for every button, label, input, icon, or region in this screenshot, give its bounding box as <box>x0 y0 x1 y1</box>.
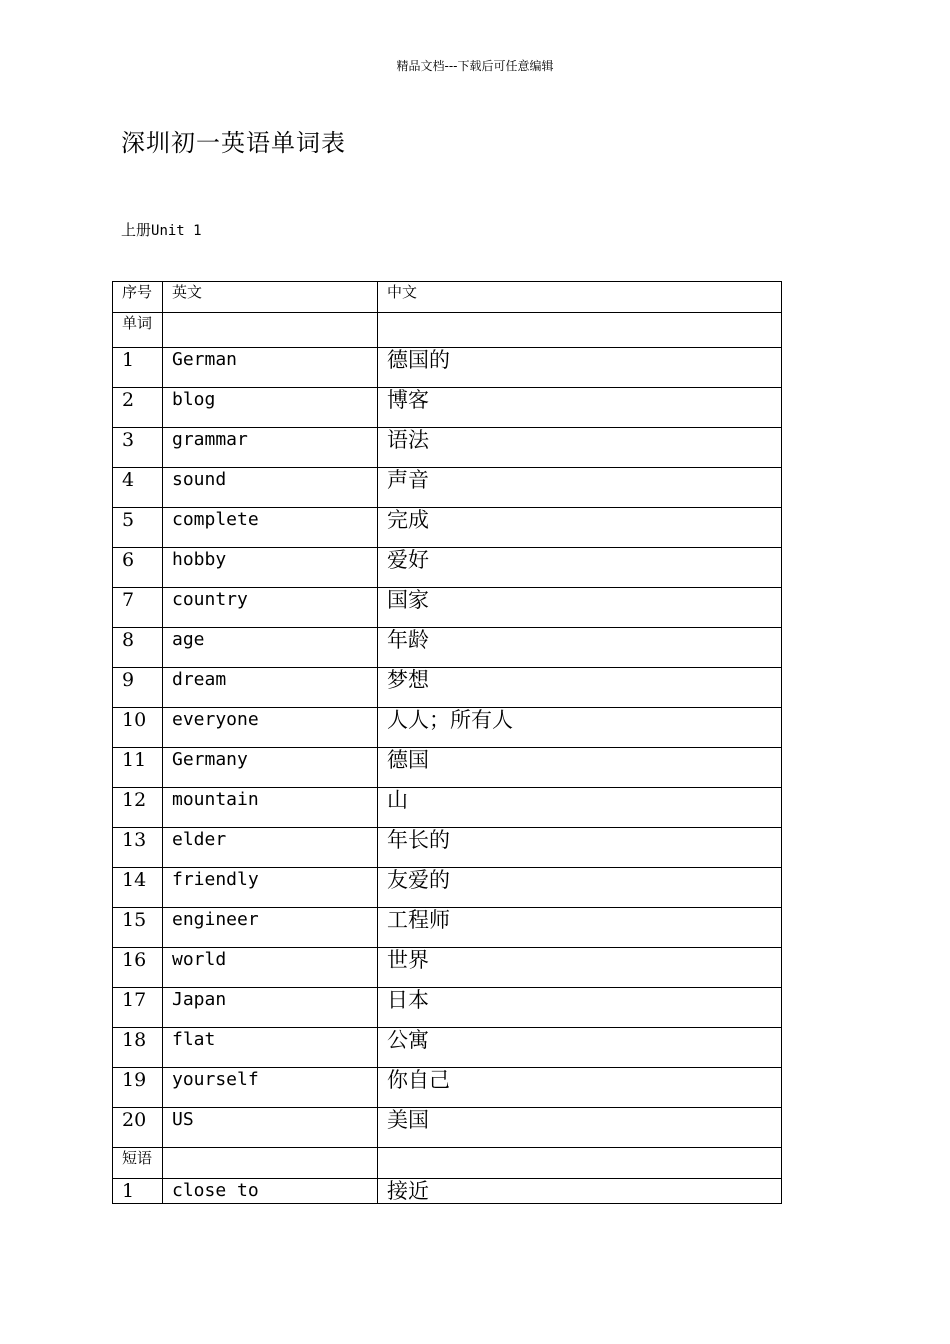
row-number: 14 <box>113 868 163 908</box>
row-number: 10 <box>113 708 163 748</box>
row-number: 15 <box>113 908 163 948</box>
chinese-meaning: 语法 <box>378 428 782 468</box>
column-header-chinese: 中文 <box>378 282 782 313</box>
english-word: elder <box>163 828 378 868</box>
row-number: 5 <box>113 508 163 548</box>
english-word: engineer <box>163 908 378 948</box>
empty-cell <box>378 313 782 348</box>
english-word: dream <box>163 668 378 708</box>
row-number: 17 <box>113 988 163 1028</box>
chinese-meaning: 声音 <box>378 468 782 508</box>
chinese-meaning: 美国 <box>378 1108 782 1148</box>
chinese-meaning: 山 <box>378 788 782 828</box>
table-row <box>113 1108 782 1148</box>
table-row <box>113 868 782 908</box>
table-row <box>113 468 782 508</box>
table-row <box>113 628 782 668</box>
chinese-meaning: 友爱的 <box>378 868 782 908</box>
english-word: blog <box>163 388 378 428</box>
english-word: age <box>163 628 378 668</box>
english-word: everyone <box>163 708 378 748</box>
row-number: 20 <box>113 1108 163 1148</box>
table-row <box>113 668 782 708</box>
row-number: 1 <box>113 348 163 388</box>
row-number: 12 <box>113 788 163 828</box>
english-word: friendly <box>163 868 378 908</box>
english-word: complete <box>163 508 378 548</box>
chinese-meaning: 工程师 <box>378 908 782 948</box>
row-number: 19 <box>113 1068 163 1108</box>
row-number: 18 <box>113 1028 163 1068</box>
section-label <box>121 219 202 240</box>
table-row <box>113 788 782 828</box>
empty-cell <box>163 313 378 348</box>
row-number: 2 <box>113 388 163 428</box>
english-word: yourself <box>163 1068 378 1108</box>
row-number: 6 <box>113 548 163 588</box>
phrases-section-row <box>113 1148 782 1179</box>
row-number: 3 <box>113 428 163 468</box>
english-word: hobby <box>163 548 378 588</box>
unit-label: Unit 1 <box>151 223 202 239</box>
chinese-meaning: 爱好 <box>378 548 782 588</box>
table-row <box>113 988 782 1028</box>
english-word: world <box>163 948 378 988</box>
column-header-number: 序号 <box>113 282 163 313</box>
table-row <box>113 588 782 628</box>
chinese-meaning: 你自己 <box>378 1068 782 1108</box>
english-word: flat <box>163 1028 378 1068</box>
table-row <box>113 1179 782 1204</box>
vocabulary-table-body <box>113 282 782 1204</box>
row-number: 8 <box>113 628 163 668</box>
english-word: German <box>163 348 378 388</box>
document-title: 深圳初一英语单词表 <box>121 129 346 157</box>
chinese-meaning: 人人；所有人 <box>378 708 782 748</box>
row-number: 16 <box>113 948 163 988</box>
chinese-meaning: 公寓 <box>378 1028 782 1068</box>
chinese-meaning: 世界 <box>378 948 782 988</box>
english-word: sound <box>163 468 378 508</box>
row-number: 7 <box>113 588 163 628</box>
row-number: 9 <box>113 668 163 708</box>
table-row <box>113 908 782 948</box>
chinese-meaning: 日本 <box>378 988 782 1028</box>
vocabulary-table <box>112 281 782 1204</box>
chinese-meaning: 博客 <box>378 388 782 428</box>
english-word: mountain <box>163 788 378 828</box>
chinese-meaning: 梦想 <box>378 668 782 708</box>
book-label: 上册 <box>121 221 152 239</box>
english-word: Germany <box>163 748 378 788</box>
english-word: Japan <box>163 988 378 1028</box>
chinese-meaning: 完成 <box>378 508 782 548</box>
table-row <box>113 708 782 748</box>
column-header-english: 英文 <box>163 282 378 313</box>
table-header-row <box>113 282 782 313</box>
row-number: 1 <box>113 1179 163 1204</box>
english-word: US <box>163 1108 378 1148</box>
chinese-meaning: 德国的 <box>378 348 782 388</box>
words-section-row <box>113 313 782 348</box>
chinese-meaning: 国家 <box>378 588 782 628</box>
table-row <box>113 348 782 388</box>
table-row <box>113 828 782 868</box>
table-row <box>113 748 782 788</box>
table-row <box>113 508 782 548</box>
page-header: 精品文档---下载后可任意编辑 <box>396 59 554 73</box>
english-word: grammar <box>163 428 378 468</box>
table-row <box>113 548 782 588</box>
row-number: 11 <box>113 748 163 788</box>
row-number: 13 <box>113 828 163 868</box>
table-row <box>113 388 782 428</box>
phrases-section-label: 短语 <box>113 1148 163 1179</box>
chinese-meaning: 德国 <box>378 748 782 788</box>
table-row <box>113 948 782 988</box>
chinese-meaning: 接近 <box>378 1179 782 1204</box>
table-row <box>113 1068 782 1108</box>
empty-cell <box>163 1148 378 1179</box>
chinese-meaning: 年龄 <box>378 628 782 668</box>
chinese-meaning: 年长的 <box>378 828 782 868</box>
english-word: close to <box>163 1179 378 1204</box>
empty-cell <box>378 1148 782 1179</box>
english-word: country <box>163 588 378 628</box>
table-row <box>113 1028 782 1068</box>
table-row <box>113 428 782 468</box>
row-number: 4 <box>113 468 163 508</box>
words-section-label: 单词 <box>113 313 163 348</box>
